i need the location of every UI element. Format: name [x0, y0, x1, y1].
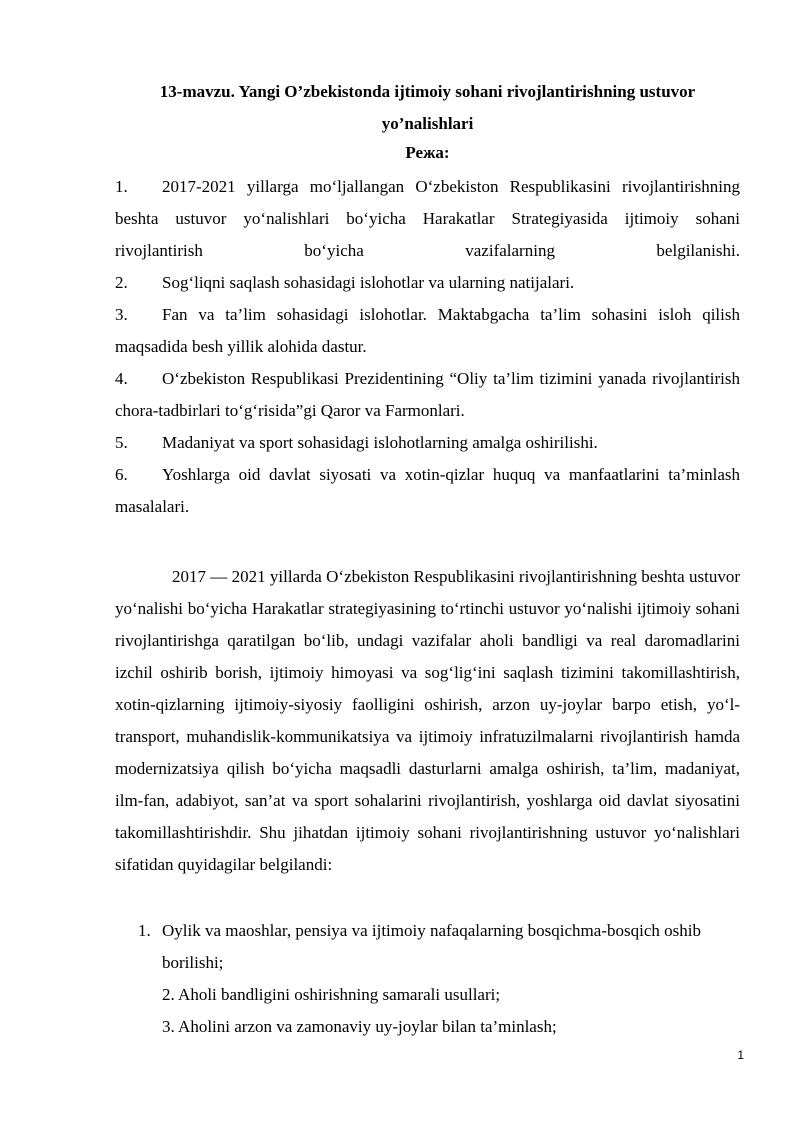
document-title: 13-mavzu. Yangi O’zbekistonda ijtimoiy sohani rivojlantirishning ustuvor yo’nalishlari: [159, 82, 696, 133]
priority-item-text: 2. Aholi bandligini oshirishning samarali usullari;: [162, 985, 501, 1004]
plan-item-number: 4.: [115, 369, 128, 388]
plan-item: [115, 363, 740, 427]
plan-item-text: Madaniyat va sport sohasidagi islohotlarning amalga oshirilishi.: [162, 433, 598, 452]
plan-item-text: O‘zbekiston Respublikasi Prezidentining “Oliy ta’lim tizimini yanada rivojlantirish chora-tadbirlari to‘g‘risida”gi Qaror va Farmonlari.: [115, 369, 740, 420]
plan-item-number: 3.: [115, 305, 128, 324]
plan-item-text: Yoshlarga oid davlat siyosati va xotin-qizlar huquq va manfaatlarini ta’minlash masalalari.: [115, 465, 740, 516]
priority-item: [115, 1011, 740, 1043]
priority-item-text: 3. Aholini arzon va zamonaviy uy-joylar bilan ta’minlash;: [162, 1017, 557, 1036]
plan-item-text: Sog‘liqni saqlash sohasidagi islohotlar va ularning natijalari.: [162, 273, 575, 292]
plan-item-number: 2.: [115, 273, 128, 292]
page-number: 1: [737, 1048, 744, 1062]
plan-item-text: 2017-2021 yillarga mo‘ljallangan O‘zbekiston Respublikasini rivojlantirishning beshta ustuvor yo‘nalishlari bo‘yicha Harakatlar Strategiyasida ijtimoiy sohani rivojlantirish bo‘yicha vazifalarning belgilanishi.: [115, 177, 740, 260]
plan-item-number: 5.: [115, 433, 128, 452]
priority-list: [115, 915, 740, 1043]
plan-item-number: 6.: [115, 465, 128, 484]
plan-item-text: Fan va ta’lim sohasidagi islohotlar. Maktabgacha ta’lim sohasini isloh qilish maqsadida besh yillik alohida dastur.: [115, 305, 740, 356]
plan-item: [115, 171, 740, 267]
plan-item: [115, 299, 740, 363]
body-paragraph: 2017 — 2021 yillarda O‘zbekiston Respublikasini rivojlantirishning beshta ustuvor yo‘nalishi bo‘yicha Harakatlar strategiyasining to‘rtinchi ustuvor yo‘nalishi ijtimoiy sohani rivojlantirishga qaratilgan bo‘lib, undagi vazifalar aholi bandligi va real daromadlarini izchil oshirib borish, ijtimoiy himoyasi va sog‘lig‘ini saqlash tizimini takomillashtirish, xotin-qizlarning ijtimoiy-siyosiy faolligini oshirish, arzon uy-joylar barpo etish, yo‘l-transport, muhandislik-kommunikatsiya va ijtimoiy infratuzilmalarni rivojlantirish hamda modernizatsiya qilish bo‘yicha maqsadli dasturlarni amalga oshirish, ta’lim, madaniyat, ilm-fan, adabiyot, san’at va sport sohalarini rivojlantirish, yoshlarga oid davlat siyosatini takomillashtirishdir. Shu jihatdan ijtimoiy sohani rivojlantirishning ustuvor yo‘nalishlari sifatidan quyidagilar belgilandi:: [115, 567, 740, 874]
priority-item-text: Oylik va maoshlar, pensiya va ijtimoiy nafaqalarning bosqichma-bosqich oshib borilishi;: [162, 921, 701, 972]
plan-item-number: 1.: [115, 177, 128, 196]
priority-item-number: 1.: [138, 921, 151, 940]
plan-item: [115, 427, 740, 459]
plan-item: [115, 459, 740, 523]
priority-item: [115, 915, 740, 979]
plan-heading: Режа:: [405, 143, 450, 162]
priority-item: [115, 979, 740, 1011]
plan-list: [115, 171, 740, 523]
plan-item: [115, 267, 740, 299]
